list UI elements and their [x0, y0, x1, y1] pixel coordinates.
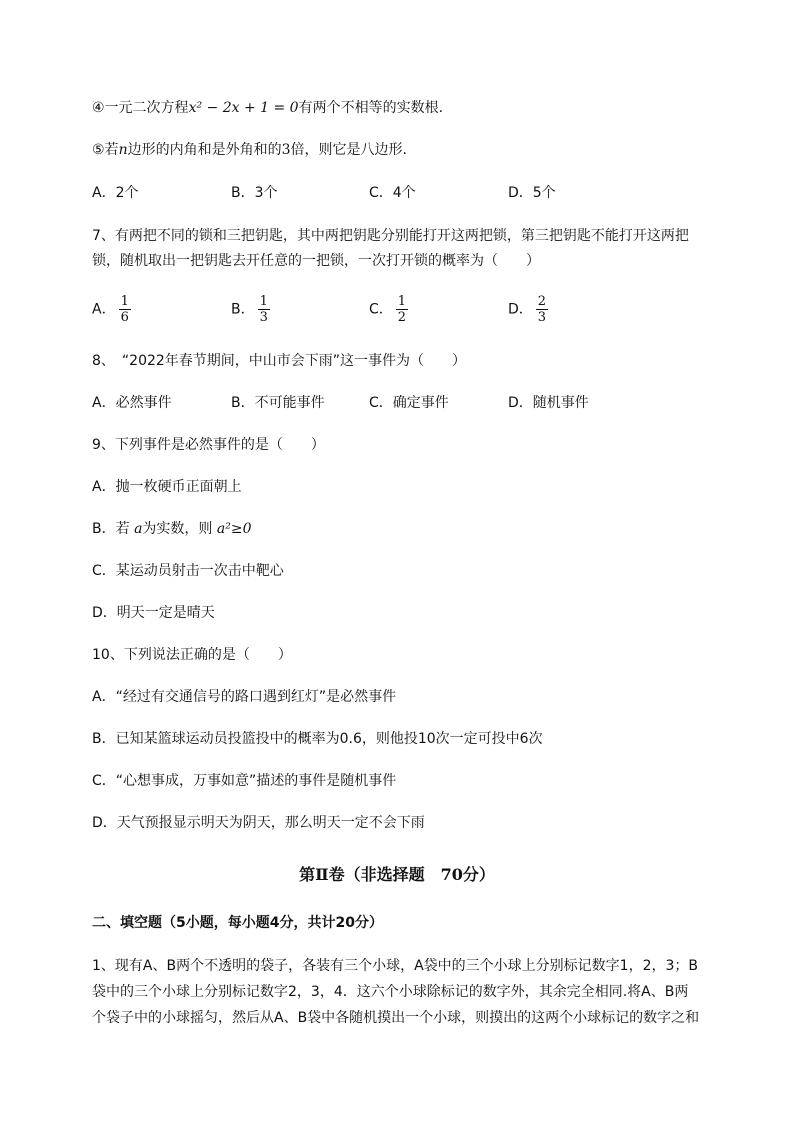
statement-4-prefix: ④一元二次方程	[92, 100, 189, 116]
q6-option-a[interactable]: A．2个	[92, 185, 139, 201]
q9-option-b-prefix: B．若	[92, 521, 130, 537]
q9-stem: 9、下列事件是必然事件的是（ ）	[92, 437, 325, 453]
q8-option-c[interactable]: C．确定事件	[369, 395, 449, 411]
q7-option-b-denominator: 3	[259, 310, 268, 325]
q9-option-b-var: a	[134, 521, 143, 537]
q7-option-c-fraction	[396, 294, 408, 325]
statement-5-mid: 边形的内角和是外角和的	[127, 142, 282, 158]
q7-option-c-numerator: 1	[397, 294, 407, 309]
q7-stem-line2: 锁，随机取出一把钥匙去开任意的一把锁，一次打开锁的概率为（ ）	[92, 253, 540, 269]
q9-option-a[interactable]: A．抛一枚硬币正面朝上	[92, 479, 242, 495]
fill1-line3: 个袋子中的小球摇匀，然后从A、B袋中各随机摸出一个小球，则摸出的这两个小球标记的数字之和	[92, 1010, 700, 1026]
statement-5	[92, 140, 407, 160]
q7-option-a-denominator: 6	[120, 310, 129, 325]
statement-5-num: 3	[281, 142, 291, 158]
q6-option-c[interactable]: C．4个	[369, 185, 416, 201]
q8-option-b[interactable]: B．不可能事件	[231, 395, 325, 411]
q7-option-d-label: D．	[508, 301, 533, 318]
part-2-title: 第Ⅱ卷（非选择题 70分）	[299, 865, 495, 884]
q7-option-d-numerator: 2	[537, 294, 547, 309]
fill1-line2: 袋中的三个小球上分别标记数字2，3，4．这六个小球除标记的数字外，其余完全相同.将A、B两	[92, 984, 689, 1000]
q6-option-d[interactable]: D．5个	[508, 185, 556, 201]
q7-option-b-label: B．	[231, 301, 255, 318]
q7-option-d-fraction	[536, 294, 548, 325]
q9-option-b-expression: a²≥0	[216, 521, 252, 537]
section-fill-in-title: 二、填空题（5小题，每小题4分，共计20分）	[92, 915, 383, 931]
q7-option-b-fraction	[258, 294, 270, 325]
statement-4-equation: x² − 2x + 1 = 0	[188, 100, 299, 116]
statement-4-suffix: 有两个不相等的实数根.	[298, 100, 444, 116]
q9-option-c[interactable]: C．某运动员射击一次击中靶心	[92, 563, 284, 579]
q7-option-d[interactable]	[508, 294, 548, 325]
q7-option-c-denominator: 2	[397, 310, 407, 325]
q10-option-b[interactable]: B．已知某篮球运动员投篮投中的概率为0.6，则他投10次一定可投中6次	[92, 731, 543, 747]
q9-option-b[interactable]	[92, 519, 251, 539]
q10-stem: 10、下列说法正确的是（ ）	[92, 647, 292, 663]
q6-option-b[interactable]: B．3个	[231, 185, 278, 201]
q10-option-c[interactable]: C．“心想事成，万事如意”描述的事件是随机事件	[92, 773, 397, 789]
statement-4	[92, 98, 443, 118]
q7-option-a-label: A．	[92, 301, 116, 318]
statement-5-suffix: 倍，则它是八边形.	[290, 142, 407, 158]
q7-option-a-numerator: 1	[120, 294, 129, 309]
q7-option-c-label: C．	[369, 301, 393, 318]
fill1-line1: 1、现有A、B两个不透明的袋子，各装有三个小球，A袋中的三个小球上分别标记数字1，2，3；B	[92, 958, 698, 974]
statement-5-prefix: ⑤若	[92, 142, 119, 158]
statement-5-var: n	[118, 142, 128, 158]
q9-option-b-mid: 为实数，则	[142, 521, 213, 537]
q8-stem: 8、 “2022年春节期间，中山市会下雨”这一事件为（ ）	[92, 353, 467, 369]
q7-option-d-denominator: 3	[537, 310, 547, 325]
q8-option-a[interactable]: A．必然事件	[92, 395, 172, 411]
q7-option-c[interactable]	[369, 294, 408, 325]
q7-option-a-fraction	[119, 294, 131, 325]
q7-option-a[interactable]	[92, 294, 131, 325]
q7-option-b-numerator: 1	[259, 294, 268, 309]
q7-option-b[interactable]	[231, 294, 270, 325]
q9-option-d[interactable]: D．明天一定是晴天	[92, 605, 215, 621]
q10-option-a[interactable]: A．“经过有交通信号的路口遇到红灯”是必然事件	[92, 689, 397, 705]
q8-option-d[interactable]: D．随机事件	[508, 395, 589, 411]
q7-stem-line1: 7、有两把不同的锁和三把钥匙，其中两把钥匙分别能打开这两把锁，第三把钥匙不能打开这两把	[92, 228, 689, 244]
q10-option-d[interactable]: D．天气预报显示明天为阴天，那么明天一定不会下雨	[92, 815, 425, 831]
